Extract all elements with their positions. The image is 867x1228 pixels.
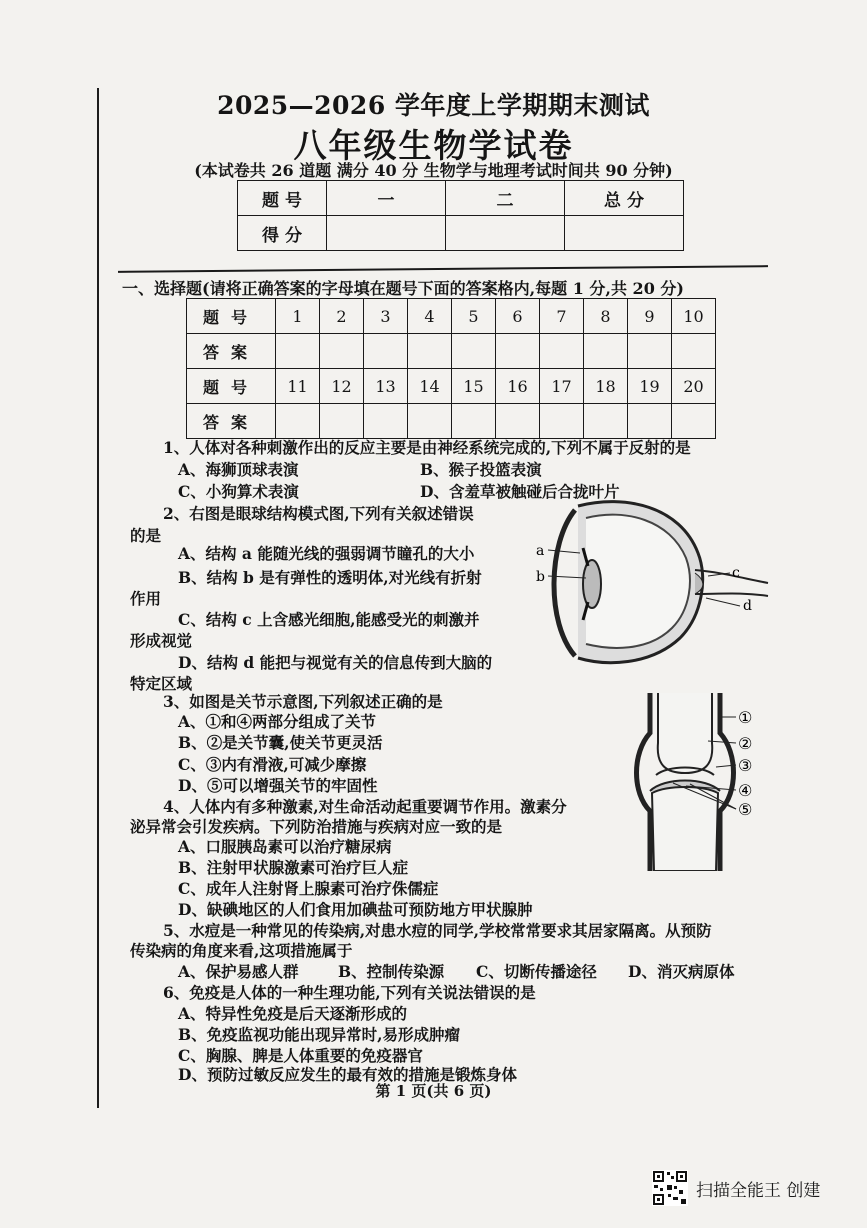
score-input-cell[interactable] xyxy=(446,216,565,251)
qr-code-icon xyxy=(652,1170,688,1206)
answer-cell[interactable] xyxy=(672,334,716,369)
answer-row xyxy=(187,404,716,439)
score-table-row xyxy=(238,216,684,251)
q4-option-d: D、缺碘地区的人们食用加碘盐可预防地方甲状腺肿 xyxy=(178,900,533,919)
answer-num-row xyxy=(187,299,716,334)
score-table-row xyxy=(238,181,684,216)
joint-label-5: ⑤ xyxy=(738,800,753,819)
answer-cell[interactable] xyxy=(276,334,320,369)
answer-cell[interactable] xyxy=(320,334,364,369)
q5-option-c: C、切断传播途径 xyxy=(476,962,597,981)
q5-option-b: B、控制传染源 xyxy=(338,962,445,981)
eyeball-diagram xyxy=(530,498,770,668)
answer-cell[interactable] xyxy=(320,404,364,439)
q2-option-d-cont: 特定区域 xyxy=(130,674,193,693)
num-cell: 14 xyxy=(408,369,452,404)
score-input-cell[interactable] xyxy=(327,216,446,251)
q6-option-a: A、特异性免疫是后天逐渐形成的 xyxy=(178,1004,408,1023)
answer-cell[interactable] xyxy=(540,404,584,439)
num-cell: 2 xyxy=(320,299,364,334)
answer-num-row xyxy=(187,369,716,404)
answer-cell[interactable] xyxy=(496,404,540,439)
num-cell: 19 xyxy=(628,369,672,404)
eye-label-d: d xyxy=(743,598,752,614)
section-heading: 一、选择题(请将正确答案的字母填在题号下面的答案格内,每题 1 分,共 20 分) xyxy=(122,279,684,298)
scanner-watermark xyxy=(652,1170,820,1206)
score-cell: 一 xyxy=(327,181,446,216)
page-number: 第 1 页(共 6 页) xyxy=(375,1082,492,1100)
q2-option-c: C、结构 c 上含感光细胞,能感受光的刺激并 xyxy=(178,610,480,629)
answer-cell[interactable] xyxy=(672,404,716,439)
num-cell: 15 xyxy=(452,369,496,404)
num-cell: 11 xyxy=(276,369,320,404)
answer-cell[interactable] xyxy=(584,404,628,439)
num-cell: 16 xyxy=(496,369,540,404)
q2-stem: 2、右图是眼球结构模式图,下列有关叙述错误 xyxy=(163,504,474,523)
joint-label-3: ③ xyxy=(738,756,753,775)
num-label: 题号 xyxy=(187,369,276,404)
ans-label: 答案 xyxy=(187,334,276,369)
q5-stem-cont: 传染病的角度来看,这项措施属于 xyxy=(130,941,353,960)
q1-option-a: A、海狮顶球表演 xyxy=(178,460,299,479)
answer-cell[interactable] xyxy=(364,404,408,439)
answer-cell[interactable] xyxy=(540,334,584,369)
answer-cell[interactable] xyxy=(408,404,452,439)
separator-line xyxy=(118,265,768,273)
num-cell: 12 xyxy=(320,369,364,404)
num-label: 题号 xyxy=(187,299,276,334)
q1-option-d: D、含羞草被触碰后合拢叶片 xyxy=(420,482,620,501)
q5-stem: 5、水痘是一种常见的传染病,对患水痘的同学,学校常常要求其居家隔离。从预防 xyxy=(163,921,712,940)
q3-option-c: C、③内有滑液,可减少摩擦 xyxy=(178,755,367,774)
score-cell: 二 xyxy=(446,181,565,216)
q5-option-d: D、消灭病原体 xyxy=(628,962,735,981)
q6-option-d: D、预防过敏反应发生的最有效的措施是锻炼身体 xyxy=(178,1065,517,1084)
q3-stem: 3、如图是关节示意图,下列叙述正确的是 xyxy=(163,692,443,711)
q2-option-d: D、结构 d 能把与视觉有关的信息传到大脑的 xyxy=(178,653,493,672)
num-cell: 10 xyxy=(672,299,716,334)
score-cell: 总 分 xyxy=(565,181,684,216)
answer-cell[interactable] xyxy=(452,404,496,439)
num-cell: 1 xyxy=(276,299,320,334)
num-cell: 6 xyxy=(496,299,540,334)
q1-option-b: B、猴子投篮表演 xyxy=(420,460,542,479)
joint-diagram xyxy=(628,693,768,871)
joint-label-4: ④ xyxy=(738,781,753,800)
q4-option-b: B、注射甲状腺激素可治疗巨人症 xyxy=(178,858,409,877)
exam-subject-title: 八年级生物学试卷 xyxy=(293,126,574,165)
num-cell: 20 xyxy=(672,369,716,404)
score-input-cell[interactable] xyxy=(565,216,684,251)
ans-label: 答案 xyxy=(187,404,276,439)
q4-option-c: C、成年人注射肾上腺素可治疗侏儒症 xyxy=(178,879,439,898)
q1-option-c: C、小狗算术表演 xyxy=(178,482,299,501)
exam-year-title: 2025—2026 学年度上学期期末测试 xyxy=(217,91,650,120)
q2-stem-cont: 的是 xyxy=(130,526,162,545)
answer-table xyxy=(186,298,716,439)
answer-cell[interactable] xyxy=(628,404,672,439)
score-cell: 题 号 xyxy=(238,181,327,216)
eye-label-b: b xyxy=(536,569,545,585)
q3-option-d: D、⑤可以增强关节的牢固性 xyxy=(178,776,378,795)
watermark-text: 扫描全能王 创建 xyxy=(696,1180,821,1201)
score-table xyxy=(237,180,684,251)
q1-stem: 1、人体对各种刺激作出的反应主要是由神经系统完成的,下列不属于反射的是 xyxy=(163,438,691,457)
q3-option-b: B、②是关节囊,使关节更灵活 xyxy=(178,733,383,752)
joint-label-1: ① xyxy=(738,708,753,727)
q4-stem: 4、人体内有多种激素,对生命活动起重要调节作用。激素分 xyxy=(163,797,567,816)
q4-option-a: A、口服胰岛素可以治疗糖尿病 xyxy=(178,837,392,856)
q6-stem: 6、免疫是人体的一种生理功能,下列有关说法错误的是 xyxy=(163,983,536,1002)
answer-row xyxy=(187,334,716,369)
answer-cell[interactable] xyxy=(496,334,540,369)
binding-margin-line xyxy=(97,88,99,1108)
q5-option-a: A、保护易感人群 xyxy=(178,962,299,981)
eye-label-a: a xyxy=(536,543,545,559)
q6-option-b: B、免疫监视功能出现异常时,易形成肿瘤 xyxy=(178,1025,460,1044)
q2-option-c-cont: 形成视觉 xyxy=(130,631,193,650)
q3-option-a: A、①和④两部分组成了关节 xyxy=(178,712,377,731)
joint-label-2: ② xyxy=(738,734,753,753)
num-cell: 4 xyxy=(408,299,452,334)
num-cell: 18 xyxy=(584,369,628,404)
num-cell: 3 xyxy=(364,299,408,334)
answer-cell[interactable] xyxy=(408,334,452,369)
q2-option-b: B、结构 b 是有弹性的透明体,对光线有折射 xyxy=(178,568,482,587)
num-cell: 13 xyxy=(364,369,408,404)
answer-cell[interactable] xyxy=(276,404,320,439)
num-cell: 17 xyxy=(540,369,584,404)
answer-cell[interactable] xyxy=(628,334,672,369)
q4-stem-cont: 泌异常会引发疾病。下列防治措施与疾病对应一致的是 xyxy=(130,817,503,836)
answer-cell[interactable] xyxy=(364,334,408,369)
num-cell: 7 xyxy=(540,299,584,334)
eye-label-c: c xyxy=(732,565,740,581)
num-cell: 9 xyxy=(628,299,672,334)
q2-option-b-cont: 作用 xyxy=(130,589,162,608)
answer-cell[interactable] xyxy=(584,334,628,369)
q2-option-a: A、结构 a 能随光线的强弱调节瞳孔的大小 xyxy=(178,544,475,563)
answer-cell[interactable] xyxy=(452,334,496,369)
q6-option-c: C、胸腺、脾是人体重要的免疫器官 xyxy=(178,1046,423,1065)
exam-info: (本试卷共 26 道题 满分 40 分 生物学与地理考试时间共 90 分钟) xyxy=(194,161,673,180)
score-cell: 得 分 xyxy=(238,216,327,251)
num-cell: 8 xyxy=(584,299,628,334)
num-cell: 5 xyxy=(452,299,496,334)
